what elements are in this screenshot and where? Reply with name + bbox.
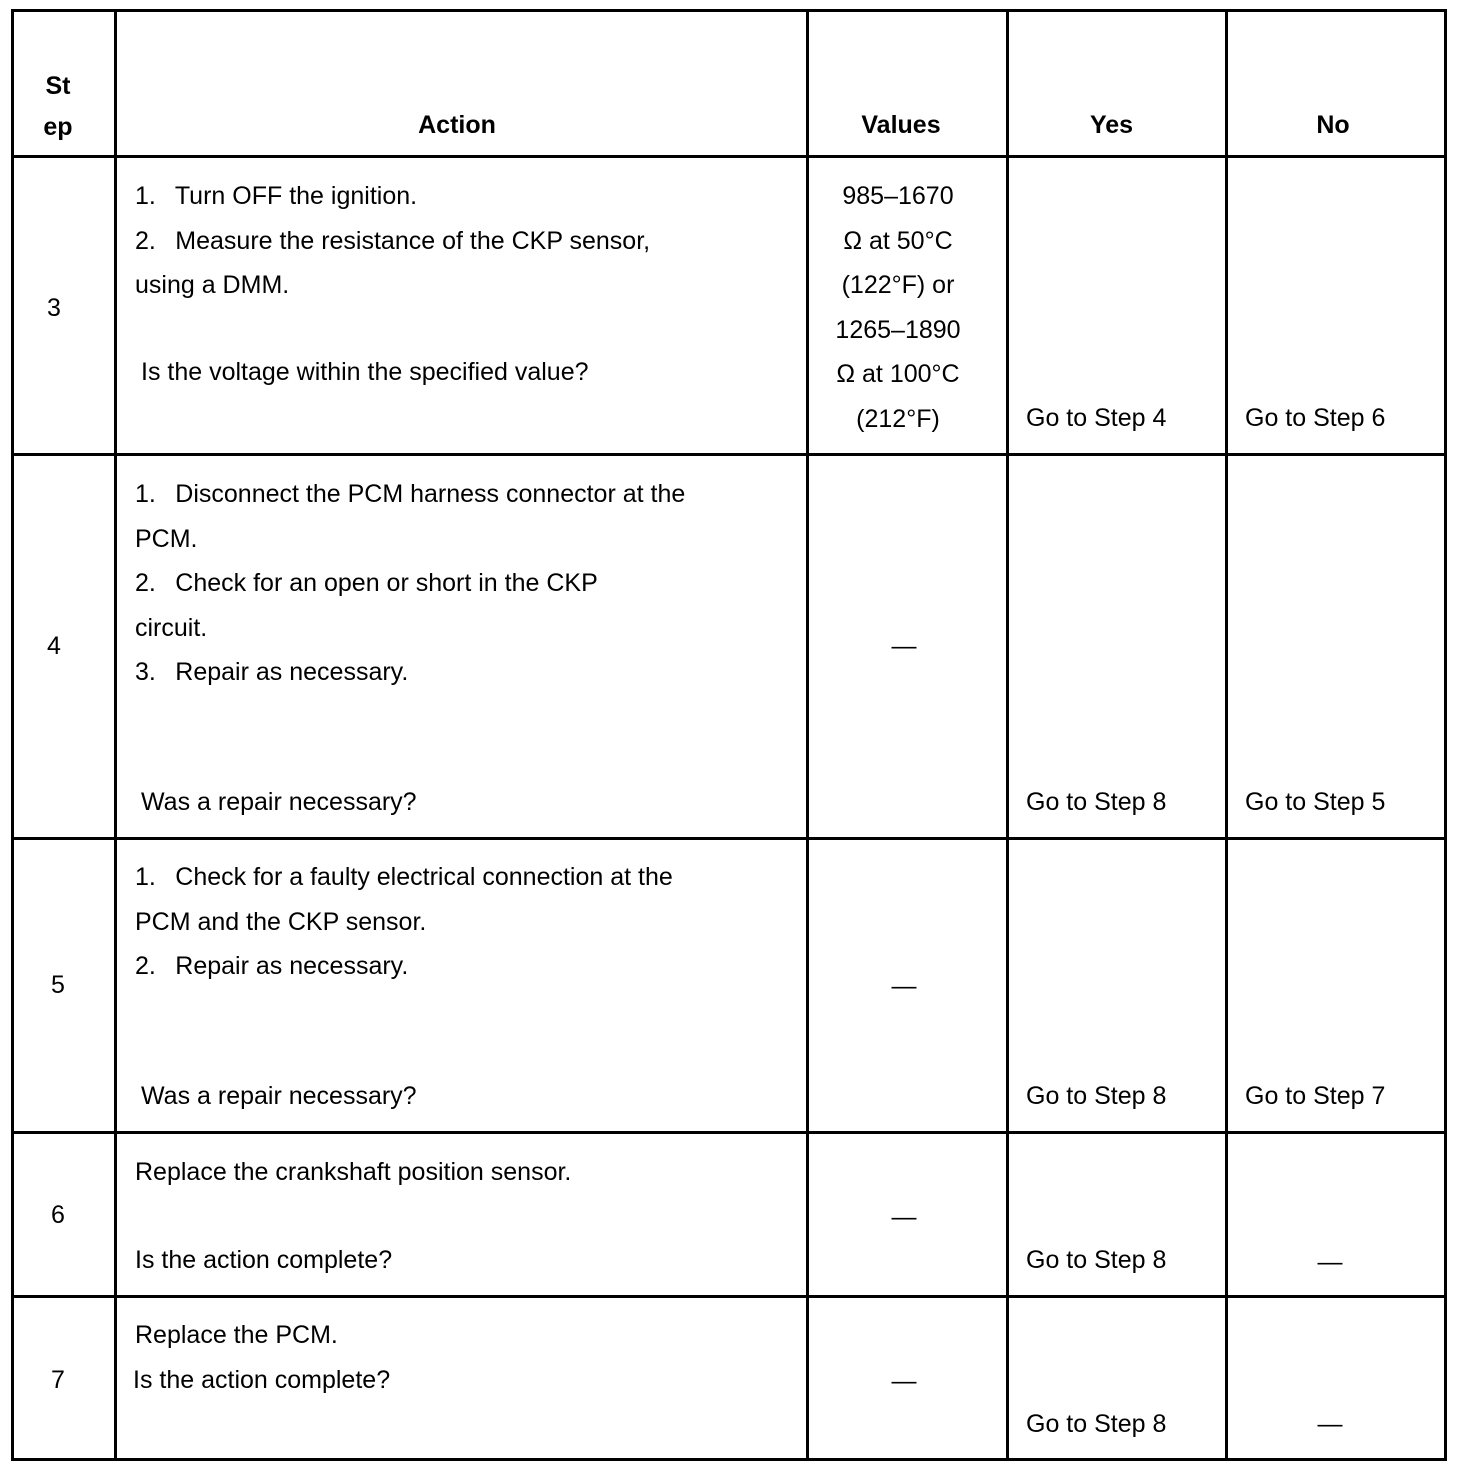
step-number: 4 [47,632,61,660]
no-link: Go to Step 5 [1245,788,1386,816]
header-action: Action [418,111,496,139]
header-values: Values [861,111,941,139]
action-text: 1. Check for a faulty electrical connection at the PCM and the CKP sensor. 2. Repair as necessary. [135,863,673,980]
row-divider [14,1295,1444,1298]
yes-link: Go to Step 8 [1026,788,1167,816]
action-text: 1. Turn OFF the ignition. 2. Measure the resistance of the CKP sensor, using a DMM. [135,182,651,299]
action-text: 1. Disconnect the PCM harness connector at the PCM. 2. Check for an open or short in the CKP circuit. 3. Repair as necessary. [135,480,686,686]
no-link: Go to Step 7 [1245,1082,1386,1110]
header-yes: Yes [1089,111,1134,139]
col-divider [1006,12,1009,1458]
values-text: — [891,1367,917,1395]
yes-link: Go to Step 8 [1026,1082,1167,1110]
no-link: Go to Step 6 [1245,404,1386,432]
values-text: — [891,632,917,660]
step-number: 6 [51,1201,65,1229]
row-divider [14,155,1444,158]
values-text: — [891,1203,917,1231]
values-text: 985–1670 Ω at 50°C (122°F) or 1265–1890 Ω at 100°C (212°F) [835,182,961,433]
header-step: St ep [43,72,73,141]
step-number: 3 [47,294,61,322]
action-question: Is the voltage within the specified value? [141,358,589,386]
diagnostic-table [11,9,1447,1461]
no-link: — [1317,1410,1343,1438]
action-question: Was a repair necessary? [141,1082,417,1110]
step-number: 7 [51,1366,65,1394]
values-text: — [891,972,917,1000]
yes-link: Go to Step 8 [1026,1246,1167,1274]
col-divider [114,12,117,1458]
action-text: Replace the PCM. [135,1321,338,1349]
action-question: Is the action complete? [133,1366,391,1394]
header-no: No [1316,111,1350,139]
row-divider [14,837,1444,840]
row-divider [14,1131,1444,1134]
no-link: — [1317,1248,1343,1276]
row-divider [14,453,1444,456]
action-question: Was a repair necessary? [141,788,417,816]
action-question: Is the action complete? [135,1246,393,1274]
yes-link: Go to Step 8 [1026,1410,1167,1438]
action-text: Replace the crankshaft position sensor. [135,1158,572,1186]
yes-link: Go to Step 4 [1026,404,1167,432]
step-number: 5 [51,971,65,999]
